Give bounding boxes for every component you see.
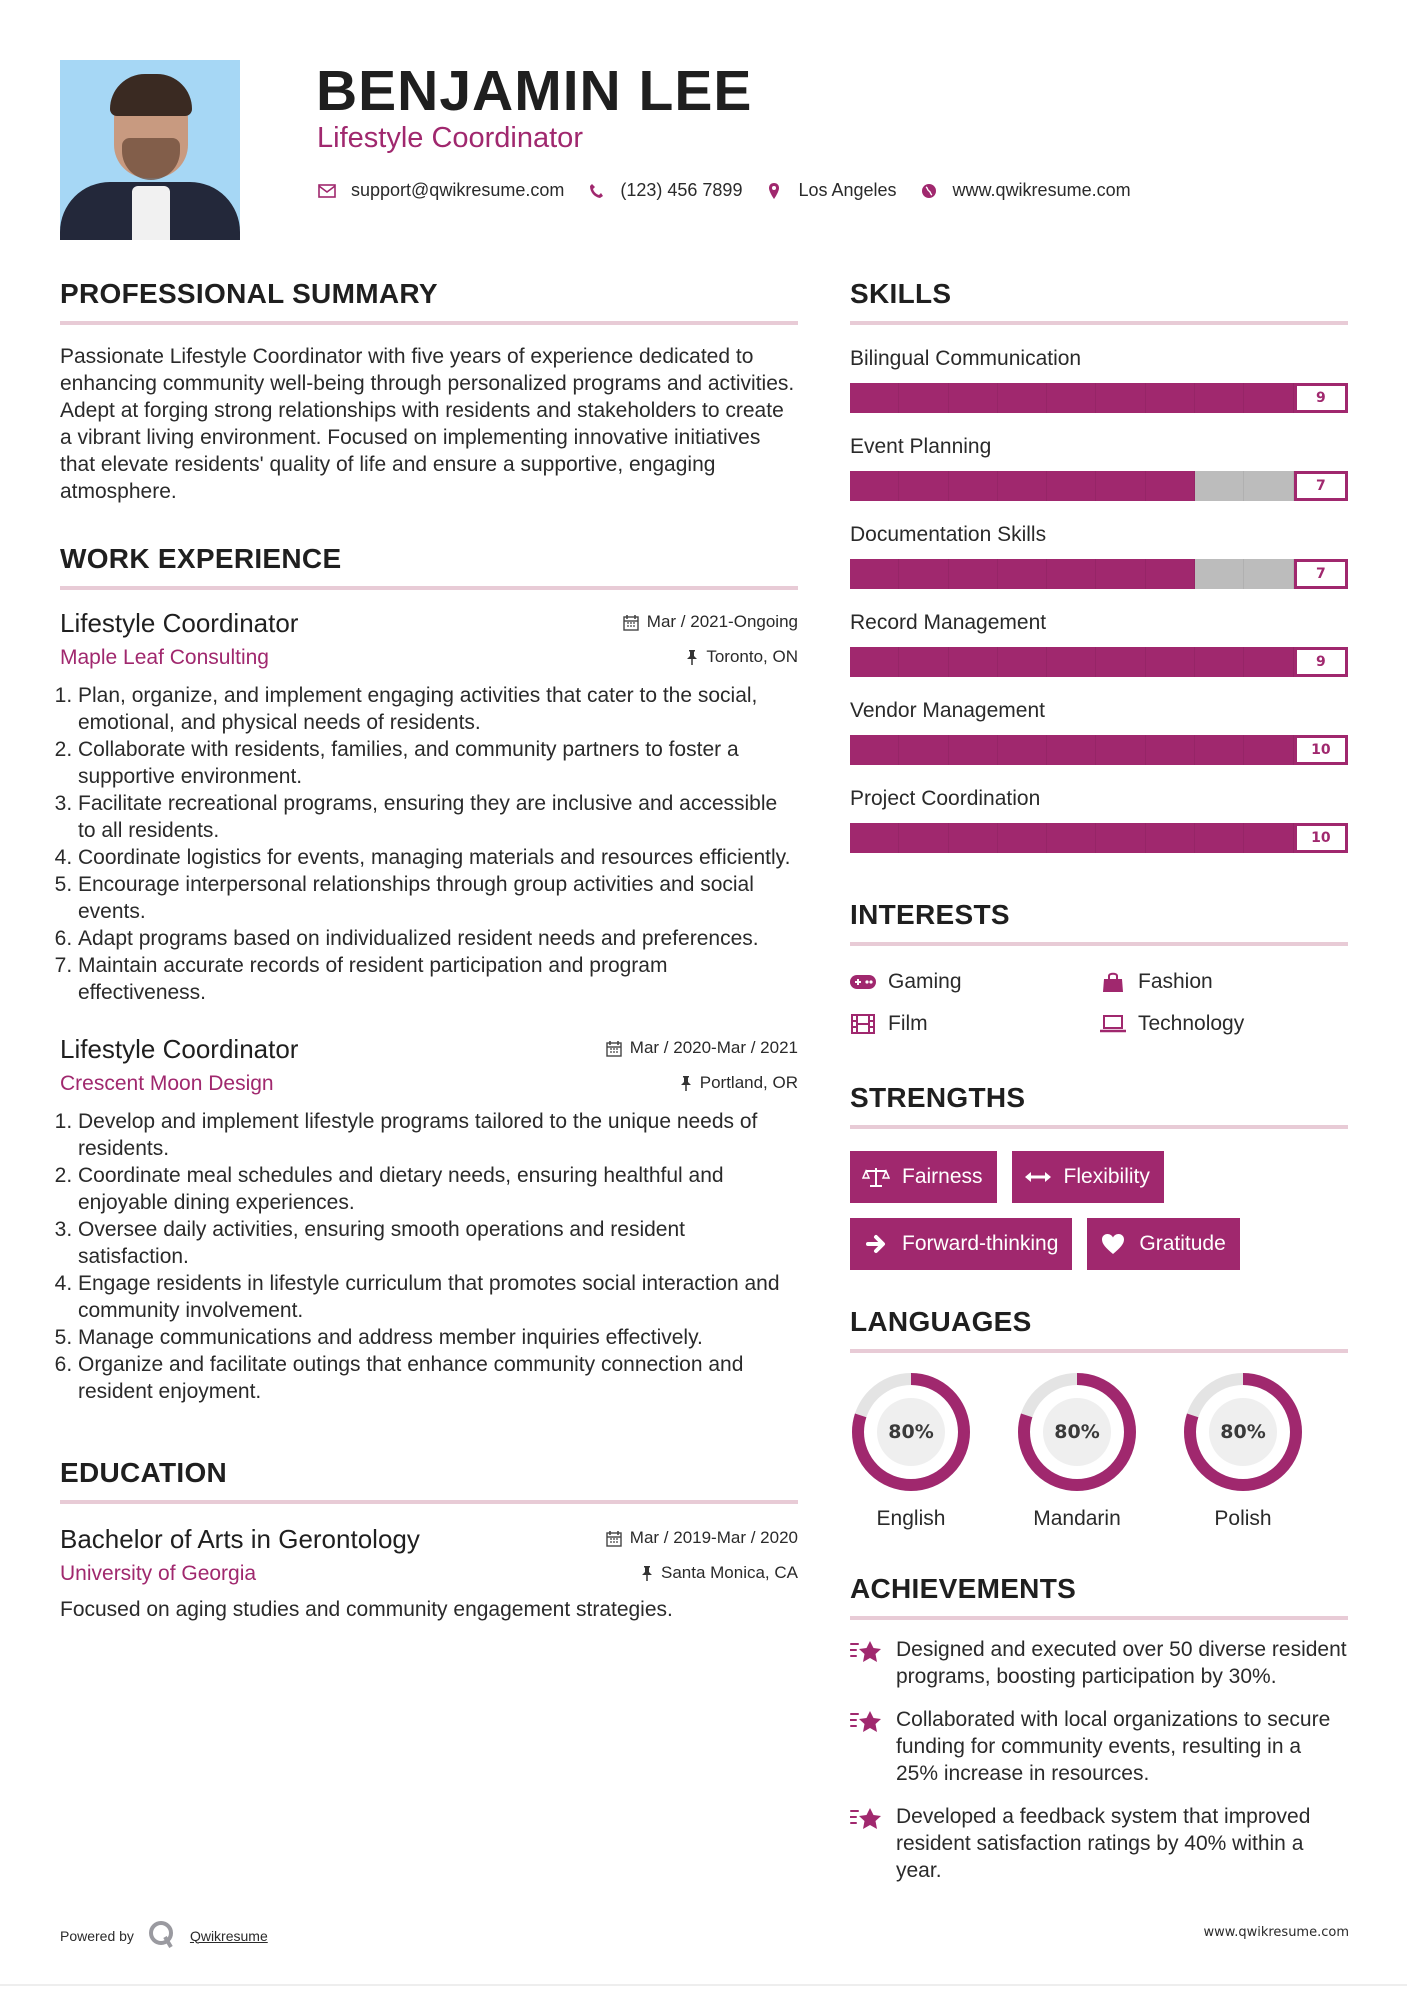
calendar-icon [606,1530,622,1547]
language-progress-ring [1016,1371,1138,1493]
skill-bar-segment [1146,383,1195,413]
achievements-section [850,1571,1348,1884]
skill-bar-segment [899,559,948,589]
language-name: Polish [1214,1507,1272,1530]
section-divider [850,1349,1348,1353]
skill-level-bar [850,823,1348,853]
skill-bar-segment [949,647,998,677]
skill-bar-segment [1244,647,1293,677]
skill-bar-segment [1096,647,1145,677]
duty-item: 1. Develop and implement lifestyle programs tailored to the unique needs of residents. [78,1108,798,1162]
interests-section [850,897,1348,1036]
section-heading: INTERESTS [850,899,1010,930]
arrow-right-icon [862,1232,890,1256]
job-date: Mar / 2021-Ongoing [623,612,798,632]
skill-bar-segment [1047,559,1096,589]
skill-level-value: 9 [1294,383,1348,413]
section-heading: STRENGTHS [850,1082,1026,1113]
calendar-icon [623,614,639,631]
duty-item: 2. Coordinate meal schedules and dietary needs, ensuring healthful and enjoyable dining experiences. [78,1162,798,1216]
duty-item: 4. Coordinate logistics for events, managing materials and resources efficiently. [78,844,798,871]
skill-bar-segment [1096,823,1145,853]
section-divider [850,321,1348,325]
skill-item [850,345,1348,413]
language-item [850,1371,1016,1531]
arrows-horizontal-icon [1024,1165,1052,1189]
film-icon [850,1013,876,1035]
degree-title: Bachelor of Arts in Gerontology [60,1524,420,1554]
contact-website[interactable] [919,180,1131,201]
contact-website-text: www.qwikresume.com [952,180,1131,200]
job-location: Toronto, ON [686,647,798,667]
strength-tags [850,1151,1348,1270]
skill-bar-segment [1047,735,1096,765]
duty-item: 1. Plan, organize, and implement engaging activities that cater to the social, emotional, and physical needs of residents. [78,682,798,736]
skill-bar-segment [1146,647,1195,677]
interest-gaming: Gaming [850,970,1100,994]
laptop-icon [1100,1013,1126,1035]
achievement-item: Designed and executed over 50 diverse resident programs, boosting participation by 30%. [850,1636,1348,1690]
shooting-star-icon [850,1636,896,1690]
language-item [1016,1371,1182,1531]
skill-bar-segment [1195,823,1244,853]
skill-bar-segment [850,559,899,589]
skill-bar-segment [1146,471,1195,501]
section-heading: LANGUAGES [850,1306,1032,1337]
shooting-star-icon [850,1706,896,1787]
skill-bar-segment [899,383,948,413]
job-company: Maple Leaf Consulting [60,646,269,669]
skill-bar-segment [1195,647,1244,677]
skill-bar-segment [1195,471,1244,501]
skill-bar-segment [899,823,948,853]
section-heading: PROFESSIONAL SUMMARY [60,278,438,309]
skill-bar-segment [1244,735,1293,765]
skill-bar-segment [1096,559,1145,589]
duty-item: 4. Engage residents in lifestyle curriculum that promotes social interaction and community involvement. [78,1270,798,1324]
duty-item: 3. Oversee daily activities, ensuring smooth operations and resident satisfaction. [78,1216,798,1270]
contact-row [317,180,1153,201]
balance-scale-icon [862,1165,890,1189]
right-column [850,276,1348,1884]
skills-section [850,276,1348,853]
skill-bar-segment [1047,647,1096,677]
skill-bar-segment [1244,559,1293,589]
skill-level-bar [850,471,1348,501]
skill-bar-segment [850,823,899,853]
skill-bar-segment [850,383,899,413]
skill-bar-segment [1047,823,1096,853]
shooting-star-icon [850,1803,896,1884]
section-divider [60,321,798,325]
education-section [60,1455,798,1623]
qwikresume-link[interactable]: Qwikresume [189,1927,268,1944]
language-progress-ring [1182,1371,1304,1493]
skill-bar-segment [949,559,998,589]
skill-item [850,521,1348,589]
section-heading: ACHIEVEMENTS [850,1573,1077,1604]
education-description: Focused on aging studies and community engagement strategies. [60,1598,673,1621]
skill-item [850,433,1348,501]
skill-bar-segment [1096,383,1145,413]
languages-section [850,1304,1348,1531]
interest-fashion: Fashion [1100,970,1350,994]
duty-item: 7. Maintain accurate records of resident participation and program effectiveness. [78,952,798,1006]
skill-bar-segment [1195,735,1244,765]
achievement-item: Collaborated with local organizations to secure funding for community events, resulting in a 25% increase in resources. [850,1706,1348,1787]
calendar-icon [606,1040,622,1057]
duty-item: 3. Facilitate recreational programs, ensuring they are inclusive and accessible to all residents. [78,790,798,844]
job-entry [60,606,798,1006]
skill-level-value: 7 [1294,559,1348,589]
strength-tag-gratitude: Gratitude [1087,1218,1239,1270]
skill-bar-segment [1047,383,1096,413]
skill-level-bar [850,383,1348,413]
school-name: University of Georgia [60,1562,257,1585]
skill-item [850,697,1348,765]
education-date: Mar / 2019-Mar / 2020 [606,1528,798,1548]
achievement-item: Developed a feedback system that improved resident satisfaction ratings by 40% within a year. [850,1803,1348,1884]
strength-tag-fairness: Fairness [850,1151,997,1203]
languages-list [850,1371,1348,1531]
strengths-section [850,1080,1348,1270]
job-title: Lifestyle Coordinator [60,608,299,638]
job-title: Lifestyle Coordinator [60,1034,299,1064]
candidate-name: BENJAMIN LEE [316,59,753,123]
section-heading: EDUCATION [60,1457,228,1488]
education-entry [60,1522,798,1623]
skill-bar-segment [1096,735,1145,765]
job-location: Portland, OR [680,1073,798,1093]
section-divider [850,1616,1348,1620]
language-percent: 80% [1220,1421,1266,1443]
skill-bar-segment [998,823,1047,853]
skill-bar-segment [949,823,998,853]
skill-name: Project Coordination [850,787,1041,810]
skill-bar-segment [949,383,998,413]
summary-text: Passionate Lifestyle Coordinator with five years of experience dedicated to enhancing community well-being through personalized programs and activities. Adept at forging strong relationships with residents and stakeholders to create a vibrant living environment. Focused on implementing innovative initiatives that elevate residents' quality of life and ensure a supportive, engaging atmosphere. [60,345,795,503]
experience-section [60,541,798,1405]
shopping-bag-icon [1100,971,1126,993]
job-entry [60,1032,798,1405]
skill-bar-segment [1244,471,1293,501]
section-divider [850,942,1348,946]
skill-bar-segment [1146,735,1195,765]
language-percent: 80% [888,1421,934,1443]
candidate-title: Lifestyle Coordinator [317,122,583,154]
job-date: Mar / 2020-Mar / 2021 [606,1038,798,1058]
language-percent: 80% [1054,1421,1100,1443]
skill-level-value: 9 [1294,647,1348,677]
skill-name: Event Planning [850,435,992,458]
interests-grid [850,970,1348,1036]
section-divider [60,1500,798,1504]
skill-item [850,785,1348,853]
powered-by: Powered by Qwikresume [60,1920,268,1951]
heart-icon [1099,1232,1127,1256]
skill-name: Record Management [850,611,1047,634]
qwikresume-logo-icon [148,1920,176,1951]
map-marker-icon [764,181,784,201]
duty-item: 5. Encourage interpersonal relationships through group activities and social events. [78,871,798,925]
skill-bar-segment [899,647,948,677]
interest-film: Film [850,1012,1100,1036]
skill-bar-segment [899,735,948,765]
skill-bar-segment [1195,559,1244,589]
skill-bar-segment [949,471,998,501]
left-column [60,276,798,1623]
skill-bar-segment [1244,823,1293,853]
skill-bar-segment [998,559,1047,589]
skill-item [850,609,1348,677]
envelope-icon [317,181,337,201]
section-divider [850,1125,1348,1129]
skill-level-bar [850,647,1348,677]
education-location: Santa Monica, CA [641,1563,798,1583]
language-item [1182,1371,1348,1531]
contact-phone[interactable] [586,180,742,201]
skill-bar-segment [850,647,899,677]
pushpin-icon [680,1075,692,1092]
contact-email-text: support@qwikresume.com [351,180,565,200]
skills-list [850,345,1348,853]
skill-bar-segment [899,471,948,501]
skill-bar-segment [1096,471,1145,501]
summary-section [60,276,798,505]
footer-url[interactable]: www.qwikresume.com [1203,1925,1349,1940]
duty-item: 6. Adapt programs based on individualized resident needs and preferences. [78,925,798,952]
skill-bar-segment [998,471,1047,501]
skill-bar-segment [850,471,899,501]
language-progress-ring [850,1371,972,1493]
page-bottom-divider [0,1984,1407,1986]
skill-bar-segment [850,735,899,765]
pushpin-icon [686,649,698,666]
skill-level-value: 10 [1294,735,1348,765]
globe-icon [919,181,939,201]
section-heading: SKILLS [850,278,952,309]
skill-bar-segment [998,383,1047,413]
job-duties-list [60,682,798,1006]
job-company: Crescent Moon Design [60,1072,274,1095]
skill-bar-segment [1047,471,1096,501]
skill-name: Vendor Management [850,699,1045,722]
duty-item: 6. Organize and facilitate outings that enhance community connection and resident enjoyment. [78,1351,798,1405]
skill-bar-segment [1146,823,1195,853]
job-duties-list [60,1108,798,1405]
contact-phone-text: (123) 456 7899 [620,180,743,200]
skill-name: Bilingual Communication [850,347,1082,370]
skill-bar-segment [1146,559,1195,589]
skill-bar-segment [1195,383,1244,413]
strength-tag-forward-thinking: Forward-thinking [850,1218,1072,1270]
skill-level-value: 10 [1294,823,1348,853]
section-divider [60,586,798,590]
contact-location-text: Los Angeles [798,180,897,200]
strength-tag-flexibility: Flexibility [1012,1151,1164,1203]
pushpin-icon [641,1565,653,1582]
skill-level-bar [850,735,1348,765]
duty-item: 2. Collaborate with residents, families, and community partners to foster a supportive environment. [78,736,798,790]
gamepad-icon [850,971,876,993]
skill-bar-segment [949,735,998,765]
profile-photo [60,60,240,240]
contact-location [764,180,896,201]
contact-email[interactable] [317,180,564,201]
phone-icon [586,181,606,201]
skill-name: Documentation Skills [850,523,1047,546]
skill-bar-segment [1244,383,1293,413]
skill-level-value: 7 [1294,471,1348,501]
language-name: Mandarin [1033,1507,1121,1530]
skill-bar-segment [998,735,1047,765]
skill-level-bar [850,559,1348,589]
language-name: English [876,1507,946,1530]
interest-technology: Technology [1100,1012,1350,1036]
duty-item: 5. Manage communications and address member inquiries effectively. [78,1324,798,1351]
section-heading: WORK EXPERIENCE [60,543,342,574]
skill-bar-segment [998,647,1047,677]
